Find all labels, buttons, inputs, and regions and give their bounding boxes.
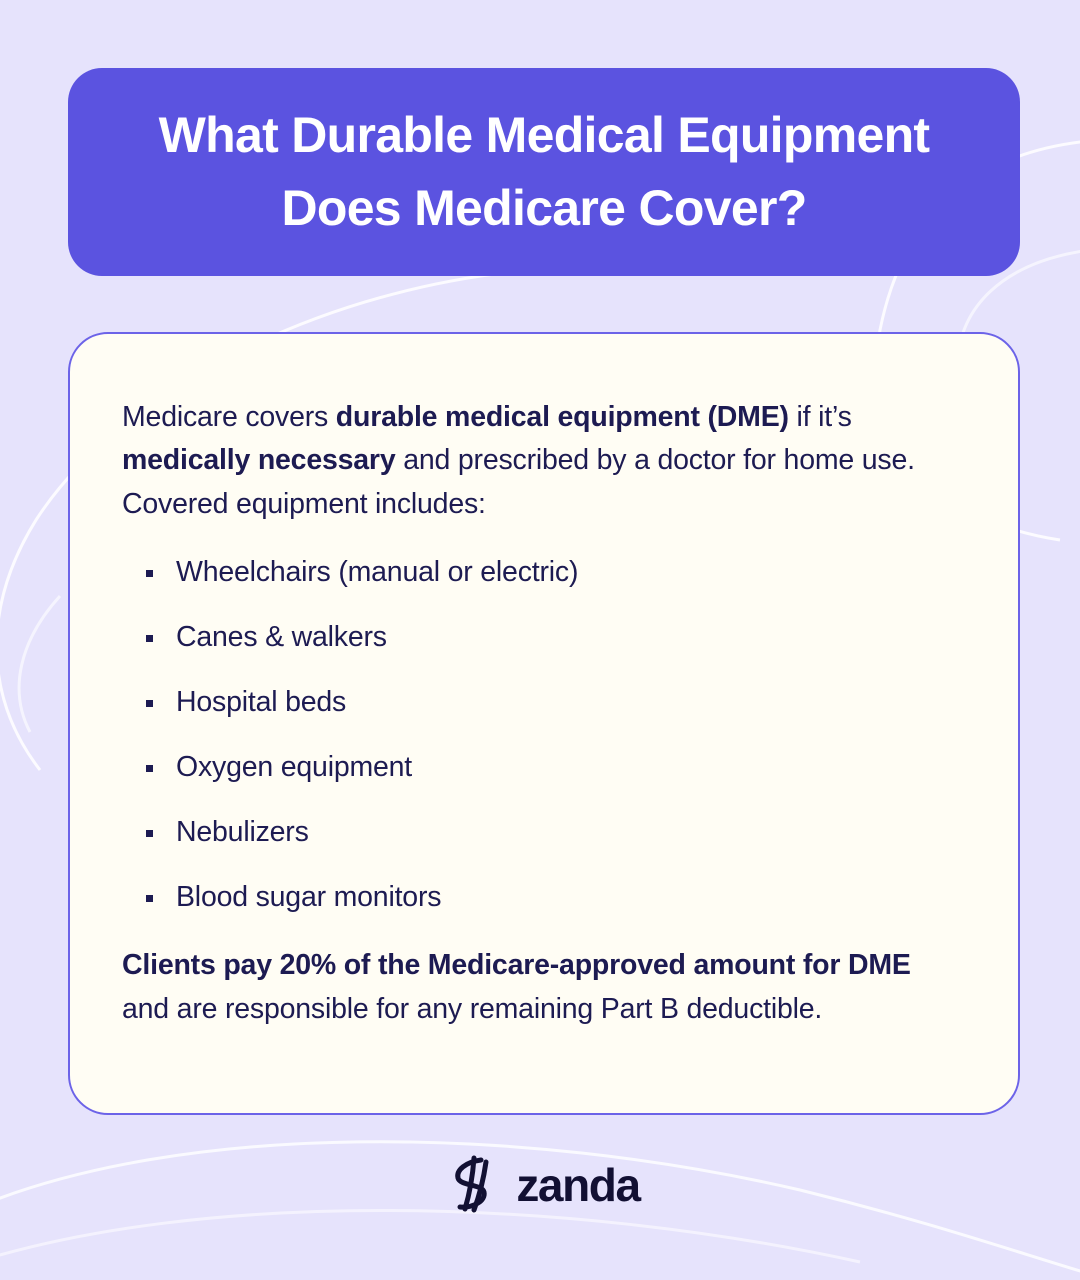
list-item (122, 814, 954, 851)
bullet-dot-icon (146, 765, 153, 772)
closing-paragraph (122, 944, 954, 1031)
list-item-label: Wheelchairs (manual or electric) (176, 555, 579, 588)
list-item (122, 684, 954, 721)
list-item (122, 619, 954, 656)
bullet-dot-icon (146, 635, 153, 642)
list-item (122, 749, 954, 786)
list-item (122, 879, 954, 916)
intro-bold-medically-necessary: medically necessary (122, 444, 396, 477)
covered-equipment-list (122, 554, 954, 916)
title-banner (68, 68, 1020, 276)
list-item-label: Hospital beds (176, 686, 347, 719)
content-card (68, 332, 1020, 1115)
bullet-dot-icon (146, 570, 153, 577)
list-item (122, 554, 954, 591)
intro-text-2: if it’s (788, 401, 852, 433)
brand-name: zanda (516, 1159, 640, 1211)
bullet-dot-icon (146, 830, 153, 837)
list-item-label: Oxygen equipment (176, 751, 413, 784)
intro-bold-dme: durable medical equipment (DME) (335, 401, 789, 433)
intro-text-3: and prescribed by a doctor for home use. Covered equipment includes: (122, 444, 915, 520)
list-item-label: Nebulizers (176, 816, 309, 849)
list-item-label: Canes & walkers (176, 620, 387, 653)
page-title: What Durable Medical Equipment Does Medicare Cover? (158, 107, 930, 236)
bullet-dot-icon (146, 700, 153, 707)
closing-text: and are responsible for any remaining Part B deductible. (122, 992, 823, 1025)
intro-text-1: Medicare covers (122, 401, 336, 433)
footer-brand (0, 1152, 1080, 1214)
closing-bold-cost: Clients pay 20% of the Medicare-approved amount for DME (122, 949, 911, 982)
intro-paragraph (122, 396, 954, 526)
bullet-dot-icon (146, 895, 153, 902)
list-item-label: Blood sugar monitors (176, 881, 442, 914)
zanda-squiggle-icon (440, 1152, 502, 1214)
